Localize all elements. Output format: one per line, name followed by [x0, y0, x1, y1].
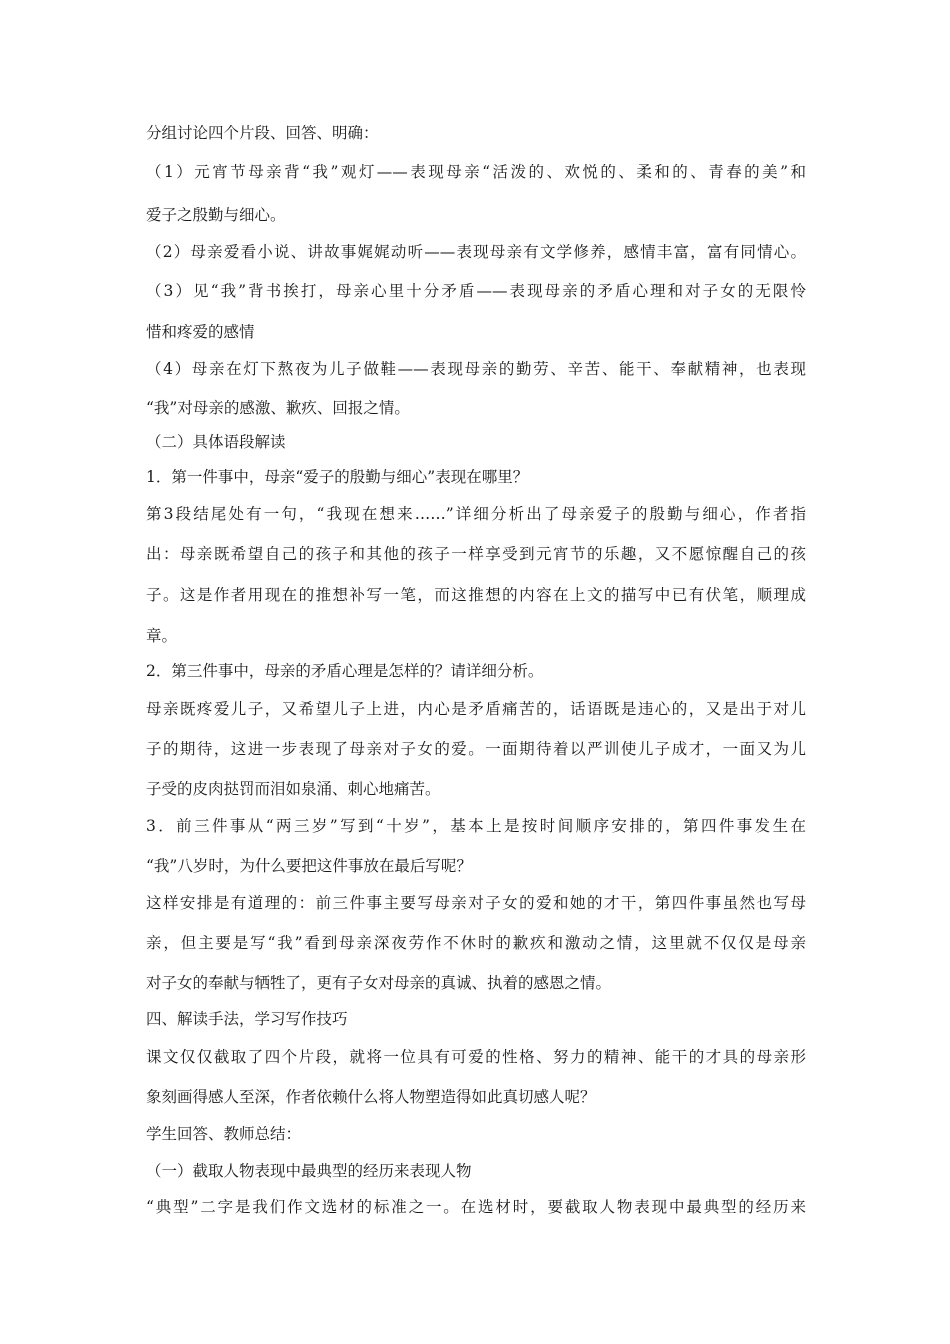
text-line: “我”对母亲的感激、歉疚、回报之情。 [146, 399, 410, 417]
text-line: （1）元宵节母亲背“我”观灯——表现母亲“活泼的、欢悦的、柔和的、青春的美”和 [146, 163, 806, 181]
text-line: 子受的皮肉挞罚而泪如泉涌、刺心地痛苦。 [146, 780, 441, 798]
question: 3．前三件事从“两三岁”写到“十岁”，基本上是按时间顺序安排的，第四件事发生在 [146, 817, 806, 835]
text-line: 惜和疼爱的感情 [146, 323, 255, 341]
text-line: （3）见“我”背书挨打，母亲心里十分矛盾——表现母亲的矛盾心理和对子女的无限怜 [146, 282, 806, 300]
text-line: 子的期待，这进一步表现了母亲对子女的爱。一面期待着以严训使儿子成才，一面又为儿 [146, 740, 806, 758]
text-line: 爱子之殷勤与细心。 [146, 206, 286, 224]
question: “我”八岁时，为什么要把这件事放在最后写呢？ [146, 857, 472, 875]
question: 1．第一件事中，母亲“爱子的殷勤与细心”表现在哪里？ [146, 468, 529, 486]
text-line: 章。 [146, 627, 178, 645]
section-heading: （二）具体语段解读 [146, 433, 286, 451]
text-line: 亲，但主要是写“我”看到母亲深夜劳作不休时的歉疚和激动之情，这里就不仅仅是母亲 [146, 934, 806, 952]
text-line: 对子女的奉献与牺牲了，更有子女对母亲的真诚、执着的感恩之情。 [146, 974, 612, 992]
text-line: 第3段结尾处有一句，“我现在想来……”详细分析出了母亲爱子的殷勤与细心，作者指 [146, 505, 806, 523]
text-line: （4）母亲在灯下熬夜为儿子做鞋——表现母亲的勤劳、辛苦、能干、奉献精神，也表现 [146, 360, 806, 378]
text-line: 象刻画得感人至深，作者依赖什么将人物塑造得如此真切感人呢？ [146, 1088, 596, 1106]
question: 2．第三件事中，母亲的矛盾心理是怎样的？请详细分析。 [146, 662, 544, 680]
section-heading: 四、解读手法，学习写作技巧 [146, 1010, 348, 1028]
text-line: “典型”二字是我们作文选材的标准之一。在选材时，要截取人物表现中最典型的经历来 [146, 1198, 806, 1216]
text-line: 母亲既疼爱儿子，又希望儿子上进，内心是矛盾痛苦的，话语既是违心的，又是出于对儿 [146, 700, 806, 718]
text-line: 学生回答、教师总结： [146, 1125, 302, 1143]
text-line: 出：母亲既希望自己的孩子和其他的孩子一样享受到元宵节的乐趣，又不愿惊醒自己的孩 [146, 545, 806, 563]
section-heading: （一）截取人物表现中最典型的经历来表现人物 [146, 1162, 472, 1180]
text-line: （2）母亲爱看小说、讲故事娓娓动听——表现母亲有文学修养，感情丰富，富有同情心。 [146, 243, 806, 261]
text-line: 分组讨论四个片段、回答、明确： [146, 124, 379, 142]
text-line: 子。这是作者用现在的推想补写一笔，而这推想的内容在上文的描写中已有伏笔，顺理成 [146, 586, 806, 604]
text-line: 这样安排是有道理的：前三件事主要写母亲对子女的爱和她的才干，第四件事虽然也写母 [146, 894, 806, 912]
text-line: 课文仅仅截取了四个片段，就将一位具有可爱的性格、努力的精神、能干的才具的母亲形 [146, 1048, 806, 1066]
